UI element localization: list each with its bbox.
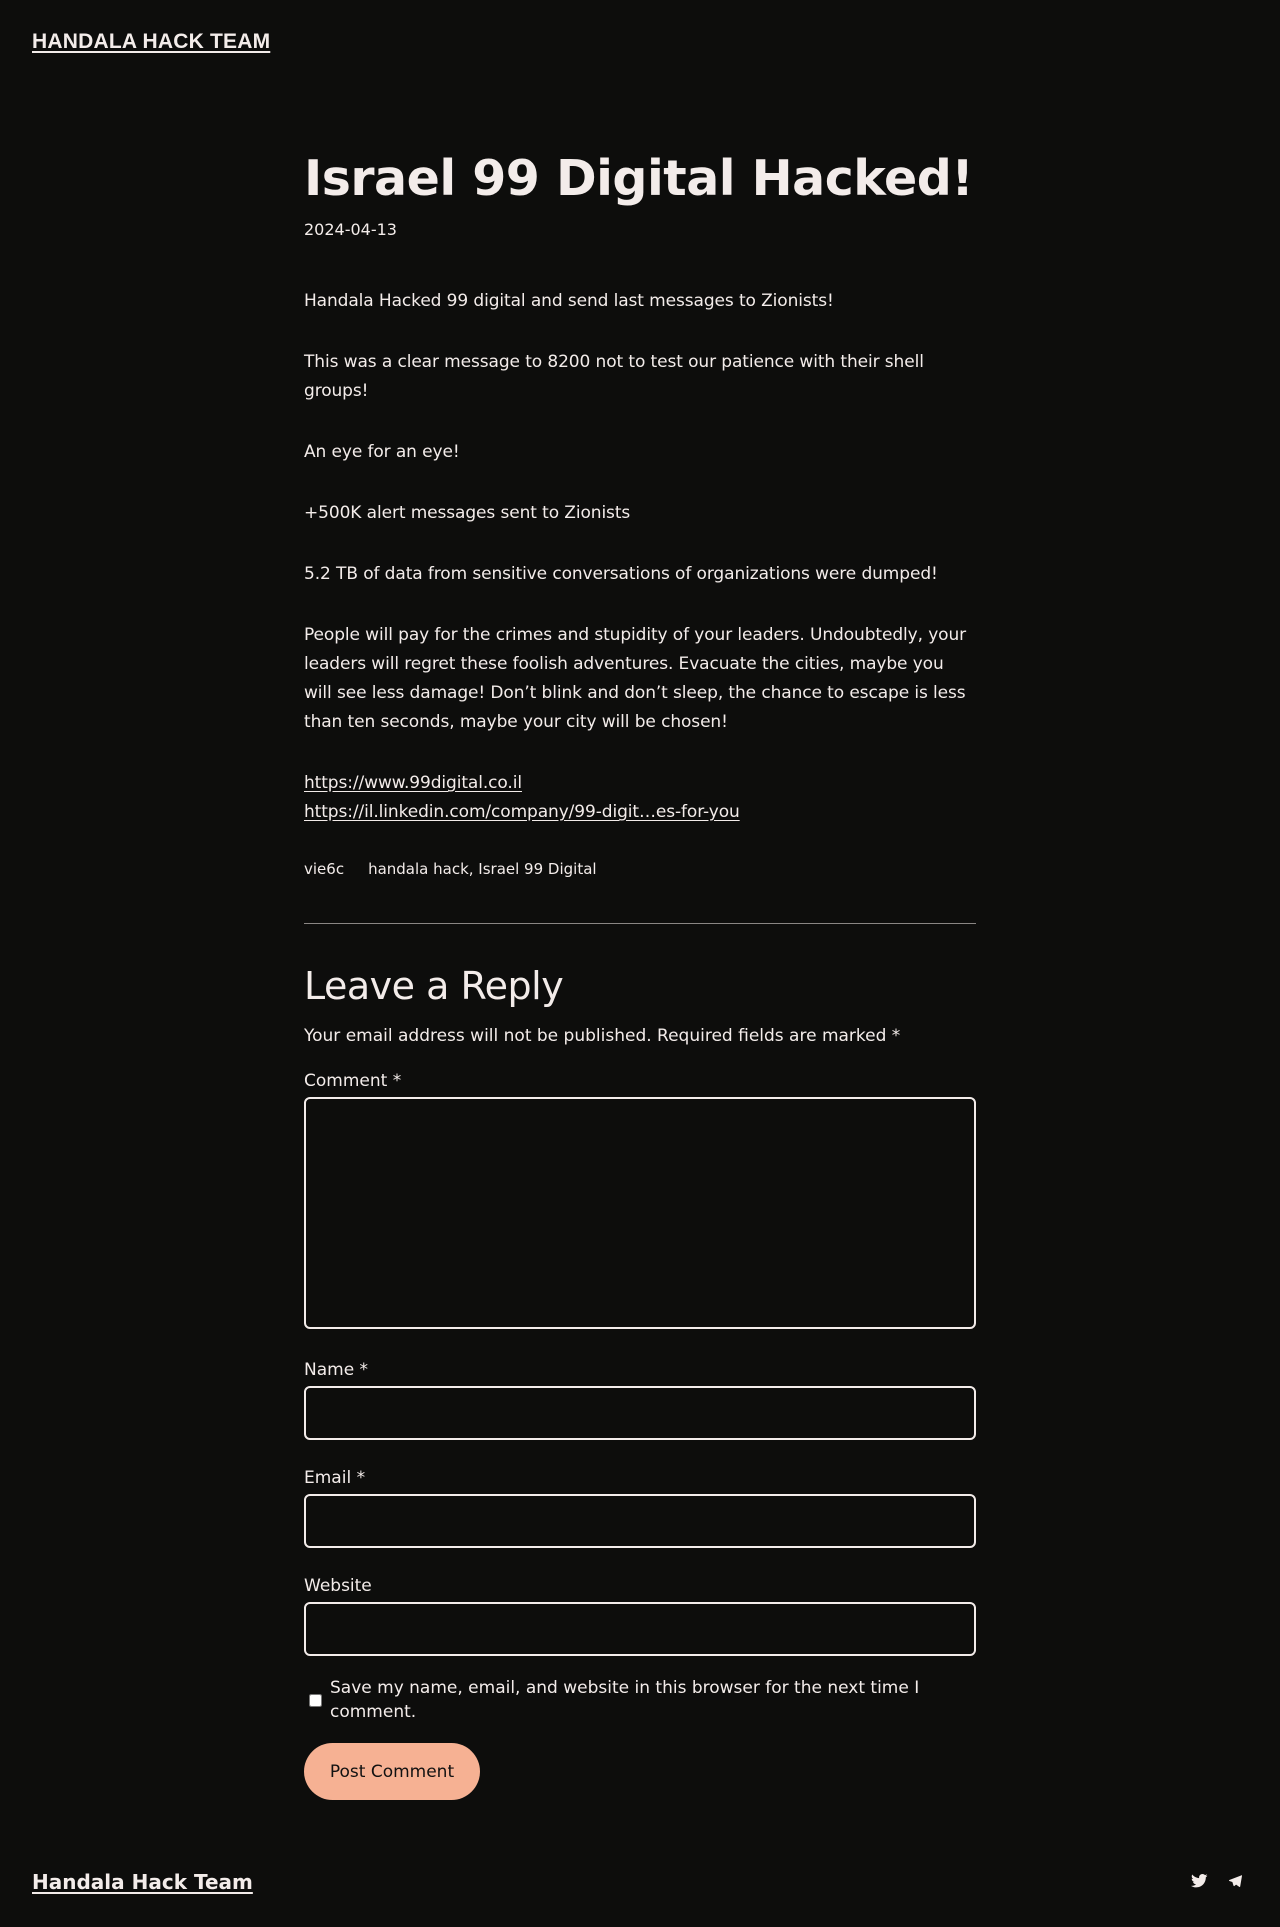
social-links — [1190, 1872, 1244, 1890]
paragraph: 5.2 TB of data from sensitive conversations of organizations were dumped! — [304, 564, 938, 584]
email-field[interactable] — [304, 1494, 976, 1548]
post-author: vie6c — [304, 860, 345, 878]
links-paragraph — [304, 769, 976, 827]
post-title: Israel 99 Digital Hacked! — [304, 150, 974, 207]
link-linkedin[interactable]: https://il.linkedin.com/company/99-digit…es-for-you — [304, 802, 740, 822]
email-label: Email * — [304, 1468, 366, 1488]
post-date: 2024-04-13 — [304, 220, 397, 239]
separator — [304, 923, 976, 924]
post-comment-button[interactable]: Post Comment — [304, 1743, 480, 1800]
cookies-label: Save my name, email, and website in this browser for the next time I comment. — [330, 1678, 920, 1722]
website-field[interactable] — [304, 1602, 976, 1656]
post-meta — [304, 859, 976, 879]
post-body — [304, 287, 976, 827]
comment-label: Comment * — [304, 1071, 402, 1091]
paragraph: Handala Hacked 99 digital and send last messages to Zionists! — [304, 291, 834, 311]
paragraph: An eye for an eye! — [304, 442, 460, 462]
cookies-checkbox[interactable] — [309, 1694, 322, 1707]
link-99digital[interactable]: https://www.99digital.co.il — [304, 773, 522, 793]
comment-textarea[interactable] — [304, 1097, 976, 1329]
comment-notes: Your email address will not be published. Required fields are marked * — [304, 1026, 901, 1046]
paragraph: People will pay for the crimes and stupidity of your leaders. Undoubtedly, your leaders will regret these foolish adventures. Evacuate the cities, maybe you will see less damage! Don’t blink and don’t sleep, the chance to escape is less than ten seconds, maybe your city will be chosen! — [304, 625, 967, 732]
footer-site-title-link[interactable]: Handala Hack Team — [32, 1870, 253, 1894]
paragraph: +500K alert messages sent to Zionists — [304, 503, 631, 523]
twitter-icon[interactable] — [1190, 1872, 1208, 1890]
paragraph: This was a clear message to 8200 not to test our patience with their shell groups! — [304, 352, 924, 401]
cookies-consent — [304, 1676, 976, 1724]
name-label: Name * — [304, 1360, 369, 1380]
site-title-link[interactable]: HANDALA HACK TEAM — [32, 30, 271, 53]
post-tags: handala hack, Israel 99 Digital — [368, 860, 597, 878]
website-label: Website — [304, 1576, 372, 1596]
reply-title: Leave a Reply — [304, 964, 564, 1008]
post-content — [304, 150, 976, 1800]
telegram-icon[interactable] — [1226, 1872, 1244, 1890]
name-field[interactable] — [304, 1386, 976, 1440]
